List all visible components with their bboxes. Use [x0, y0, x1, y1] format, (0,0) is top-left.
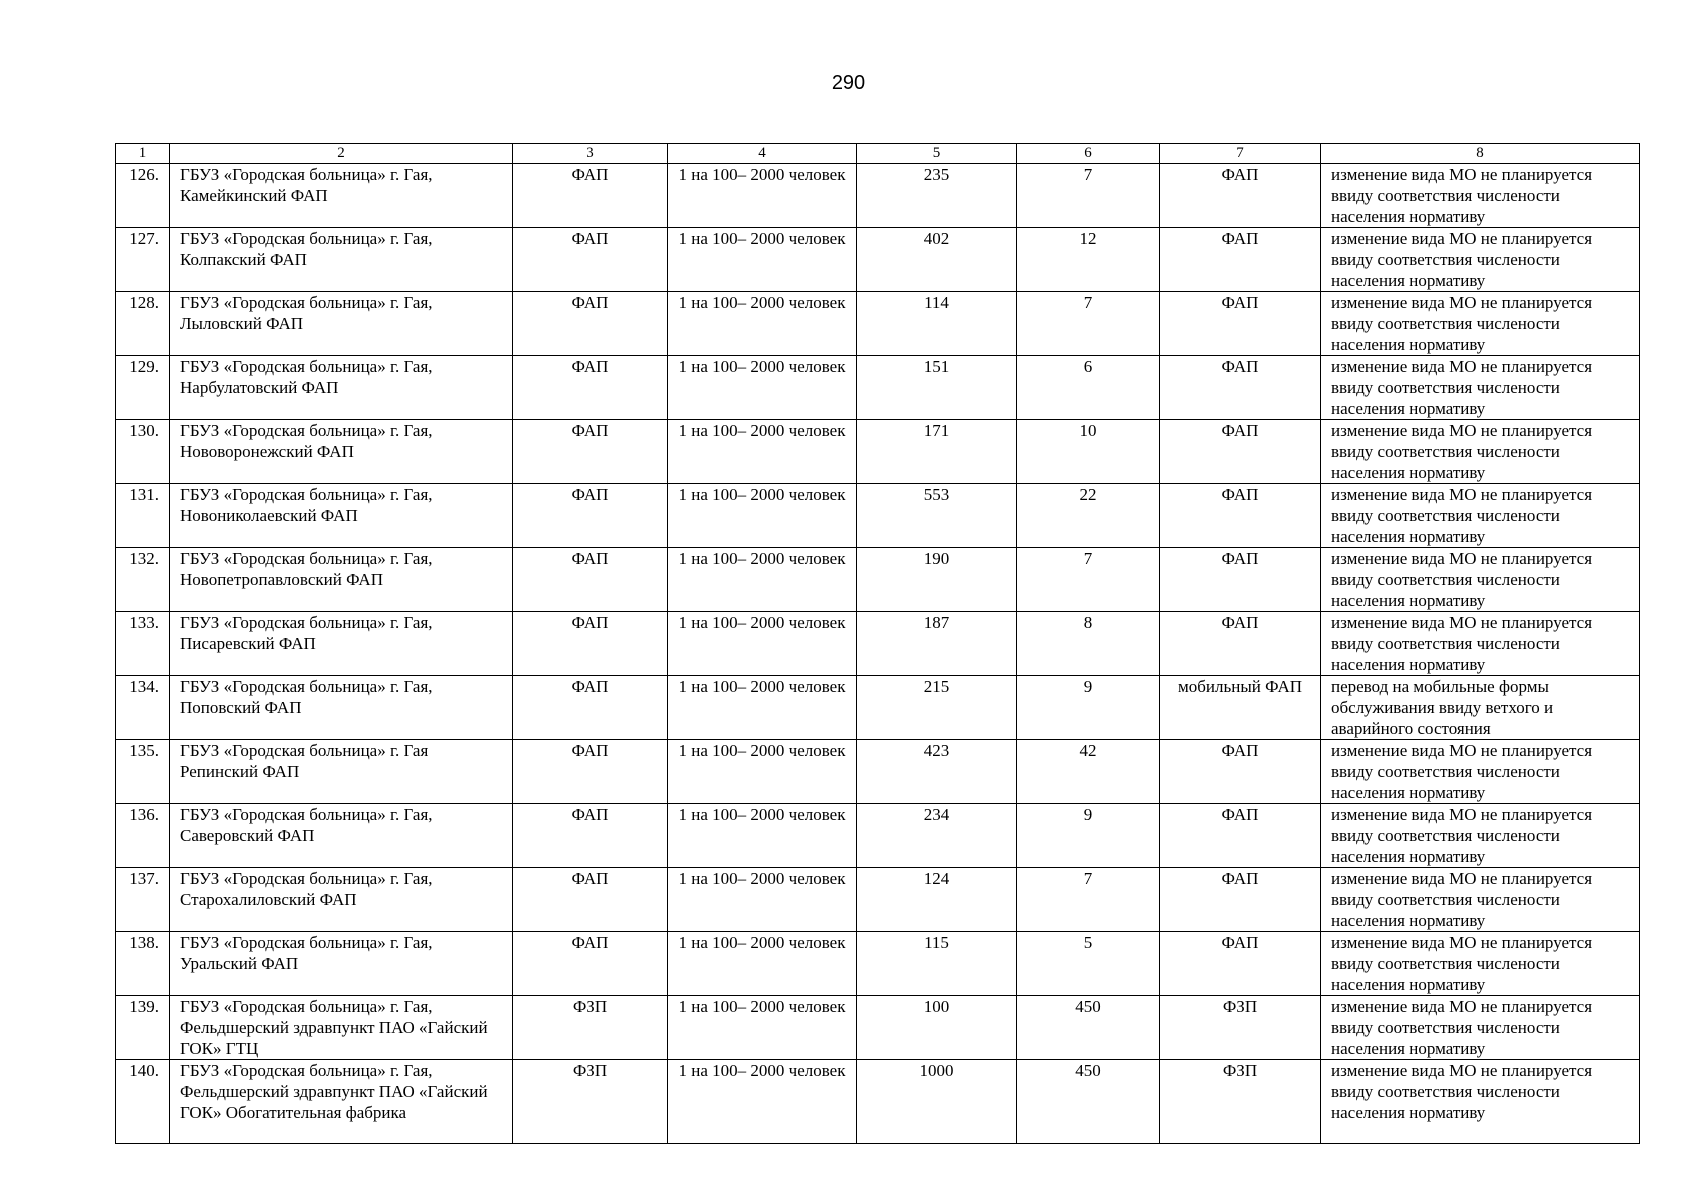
distance-cell: 9 [1017, 804, 1160, 868]
distance-cell: 12 [1017, 228, 1160, 292]
note-cell: изменение вида МО не планируется ввиду соответствия числености населения нормативу [1321, 228, 1640, 292]
facility-name-cell: ГБУЗ «Городская больница» г. Гая, Саверовский ФАП [170, 804, 513, 868]
population-cell: 235 [857, 164, 1017, 228]
table-row [116, 740, 1640, 804]
row-number-cell: 139. [116, 996, 170, 1060]
note-cell: перевод на мобильные формы обслуживания ввиду ветхого и аварийного состояния [1321, 676, 1640, 740]
facility-name-cell: ГБУЗ «Городская больница» г. Гая, Фельдшерский здравпункт ПАО «Гайский ГОК» ГТЦ [170, 996, 513, 1060]
facility-name-cell: ГБУЗ «Городская больница» г. Гая, Поповский ФАП [170, 676, 513, 740]
norm-cell: 1 на 100– 2000 человек [668, 1060, 857, 1144]
column-header: 3 [513, 144, 668, 164]
facility-name-cell: ГБУЗ «Городская больница» г. Гая, Новониколаевский ФАП [170, 484, 513, 548]
distance-cell: 6 [1017, 356, 1160, 420]
facility-name-cell: ГБУЗ «Городская больница» г. Гая, Новопетропавловский ФАП [170, 548, 513, 612]
table-row [116, 228, 1640, 292]
facility-type-cell: ФАП [513, 292, 668, 356]
facility-name-cell: ГБУЗ «Городская больница» г. Гая, Фельдшерский здравпункт ПАО «Гайский ГОК» Обогатительная фабрика [170, 1060, 513, 1144]
facility-name-cell: ГБУЗ «Городская больница» г. Гая, Нарбулатовский ФАП [170, 356, 513, 420]
distance-cell: 9 [1017, 676, 1160, 740]
note-cell: изменение вида МО не планируется ввиду соответствия числености населения нормативу [1321, 868, 1640, 932]
distance-cell: 7 [1017, 292, 1160, 356]
norm-cell: 1 на 100– 2000 человек [668, 868, 857, 932]
norm-cell: 1 на 100– 2000 человек [668, 804, 857, 868]
table-row [116, 548, 1640, 612]
row-number-cell: 127. [116, 228, 170, 292]
facility-name-cell: ГБУЗ «Городская больница» г. Гая, Камейкинский ФАП [170, 164, 513, 228]
row-number-cell: 128. [116, 292, 170, 356]
planned-type-cell: ФАП [1160, 612, 1321, 676]
note-cell: изменение вида МО не планируется ввиду соответствия числености населения нормативу [1321, 420, 1640, 484]
norm-cell: 1 на 100– 2000 человек [668, 292, 857, 356]
population-cell: 151 [857, 356, 1017, 420]
planned-type-cell: мобильный ФАП [1160, 676, 1321, 740]
table-row [116, 164, 1640, 228]
row-number-cell: 140. [116, 1060, 170, 1144]
planned-type-cell: ФАП [1160, 164, 1321, 228]
table-row [116, 612, 1640, 676]
facility-name-cell: ГБУЗ «Городская больница» г. Гая, Колпакский ФАП [170, 228, 513, 292]
table-row [116, 676, 1640, 740]
note-cell: изменение вида МО не планируется ввиду соответствия числености населения нормативу [1321, 740, 1640, 804]
facility-type-cell: ФАП [513, 932, 668, 996]
column-number-row [116, 144, 1640, 164]
facilities-table [115, 143, 1640, 1144]
column-header: 2 [170, 144, 513, 164]
planned-type-cell: ФАП [1160, 548, 1321, 612]
population-cell: 402 [857, 228, 1017, 292]
facility-name-cell: ГБУЗ «Городская больница» г. Гая, Старохалиловский ФАП [170, 868, 513, 932]
note-cell: изменение вида МО не планируется ввиду соответствия числености населения нормативу [1321, 292, 1640, 356]
note-cell: изменение вида МО не планируется ввиду соответствия числености населения нормативу [1321, 164, 1640, 228]
distance-cell: 5 [1017, 932, 1160, 996]
norm-cell: 1 на 100– 2000 человек [668, 548, 857, 612]
column-header: 1 [116, 144, 170, 164]
facility-name-cell: ГБУЗ «Городская больница» г. Гая Репинский ФАП [170, 740, 513, 804]
note-cell: изменение вида МО не планируется ввиду соответствия числености населения нормативу [1321, 548, 1640, 612]
population-cell: 114 [857, 292, 1017, 356]
planned-type-cell: ФАП [1160, 932, 1321, 996]
facility-type-cell: ФАП [513, 420, 668, 484]
table-row [116, 292, 1640, 356]
norm-cell: 1 на 100– 2000 человек [668, 612, 857, 676]
row-number-cell: 129. [116, 356, 170, 420]
table-row [116, 356, 1640, 420]
population-cell: 115 [857, 932, 1017, 996]
page-number: 290 [831, 72, 866, 94]
distance-cell: 10 [1017, 420, 1160, 484]
facility-name-cell: ГБУЗ «Городская больница» г. Гая, Уральский ФАП [170, 932, 513, 996]
planned-type-cell: ФАП [1160, 804, 1321, 868]
planned-type-cell: ФАП [1160, 420, 1321, 484]
distance-cell: 450 [1017, 996, 1160, 1060]
population-cell: 423 [857, 740, 1017, 804]
facility-type-cell: ФАП [513, 804, 668, 868]
facility-type-cell: ФАП [513, 868, 668, 932]
note-cell: изменение вида МО не планируется ввиду соответствия числености населения нормативу [1321, 484, 1640, 548]
norm-cell: 1 на 100– 2000 человек [668, 676, 857, 740]
note-cell: изменение вида МО не планируется ввиду соответствия числености населения нормативу [1321, 356, 1640, 420]
distance-cell: 22 [1017, 484, 1160, 548]
facility-type-cell: ФАП [513, 612, 668, 676]
norm-cell: 1 на 100– 2000 человек [668, 932, 857, 996]
facility-type-cell: ФЗП [513, 996, 668, 1060]
table-row [116, 420, 1640, 484]
row-number-cell: 134. [116, 676, 170, 740]
note-cell: изменение вида МО не планируется ввиду соответствия числености населения нормативу [1321, 804, 1640, 868]
row-number-cell: 131. [116, 484, 170, 548]
distance-cell: 7 [1017, 164, 1160, 228]
table-row [116, 1060, 1640, 1144]
norm-cell: 1 на 100– 2000 человек [668, 228, 857, 292]
facility-type-cell: ФАП [513, 548, 668, 612]
row-number-cell: 138. [116, 932, 170, 996]
norm-cell: 1 на 100– 2000 человек [668, 356, 857, 420]
table-row [116, 868, 1640, 932]
row-number-cell: 126. [116, 164, 170, 228]
note-cell: изменение вида МО не планируется ввиду соответствия числености населения нормативу [1321, 612, 1640, 676]
distance-cell: 42 [1017, 740, 1160, 804]
population-cell: 553 [857, 484, 1017, 548]
facility-type-cell: ФАП [513, 740, 668, 804]
planned-type-cell: ФАП [1160, 292, 1321, 356]
facility-type-cell: ФАП [513, 356, 668, 420]
population-cell: 171 [857, 420, 1017, 484]
planned-type-cell: ФАП [1160, 740, 1321, 804]
table-row [116, 932, 1640, 996]
note-cell: изменение вида МО не планируется ввиду соответствия числености населения нормативу [1321, 996, 1640, 1060]
table-row [116, 484, 1640, 548]
planned-type-cell: ФАП [1160, 356, 1321, 420]
population-cell: 124 [857, 868, 1017, 932]
planned-type-cell: ФЗП [1160, 1060, 1321, 1144]
facility-type-cell: ФАП [513, 164, 668, 228]
planned-type-cell: ФЗП [1160, 996, 1321, 1060]
facility-type-cell: ФАП [513, 484, 668, 548]
population-cell: 234 [857, 804, 1017, 868]
norm-cell: 1 на 100– 2000 человек [668, 164, 857, 228]
row-number-cell: 136. [116, 804, 170, 868]
column-header: 6 [1017, 144, 1160, 164]
column-header: 7 [1160, 144, 1321, 164]
population-cell: 1000 [857, 1060, 1017, 1144]
column-header: 8 [1321, 144, 1640, 164]
population-cell: 190 [857, 548, 1017, 612]
norm-cell: 1 на 100– 2000 человек [668, 740, 857, 804]
table-row [116, 804, 1640, 868]
column-header: 5 [857, 144, 1017, 164]
facility-name-cell: ГБУЗ «Городская больница» г. Гая, Писаревский ФАП [170, 612, 513, 676]
note-cell: изменение вида МО не планируется ввиду соответствия числености населения нормативу [1321, 1060, 1640, 1144]
facility-type-cell: ФАП [513, 228, 668, 292]
norm-cell: 1 на 100– 2000 человек [668, 420, 857, 484]
norm-cell: 1 на 100– 2000 человек [668, 484, 857, 548]
facility-type-cell: ФЗП [513, 1060, 668, 1144]
population-cell: 215 [857, 676, 1017, 740]
facility-name-cell: ГБУЗ «Городская больница» г. Гая, Лыловский ФАП [170, 292, 513, 356]
row-number-cell: 130. [116, 420, 170, 484]
population-cell: 100 [857, 996, 1017, 1060]
distance-cell: 7 [1017, 868, 1160, 932]
facility-name-cell: ГБУЗ «Городская больница» г. Гая, Нововоронежский ФАП [170, 420, 513, 484]
planned-type-cell: ФАП [1160, 868, 1321, 932]
table-row [116, 996, 1640, 1060]
note-cell: изменение вида МО не планируется ввиду соответствия числености населения нормативу [1321, 932, 1640, 996]
planned-type-cell: ФАП [1160, 228, 1321, 292]
column-header: 4 [668, 144, 857, 164]
row-number-cell: 135. [116, 740, 170, 804]
population-cell: 187 [857, 612, 1017, 676]
distance-cell: 450 [1017, 1060, 1160, 1144]
distance-cell: 8 [1017, 612, 1160, 676]
norm-cell: 1 на 100– 2000 человек [668, 996, 857, 1060]
row-number-cell: 132. [116, 548, 170, 612]
distance-cell: 7 [1017, 548, 1160, 612]
row-number-cell: 133. [116, 612, 170, 676]
planned-type-cell: ФАП [1160, 484, 1321, 548]
facility-type-cell: ФАП [513, 676, 668, 740]
row-number-cell: 137. [116, 868, 170, 932]
